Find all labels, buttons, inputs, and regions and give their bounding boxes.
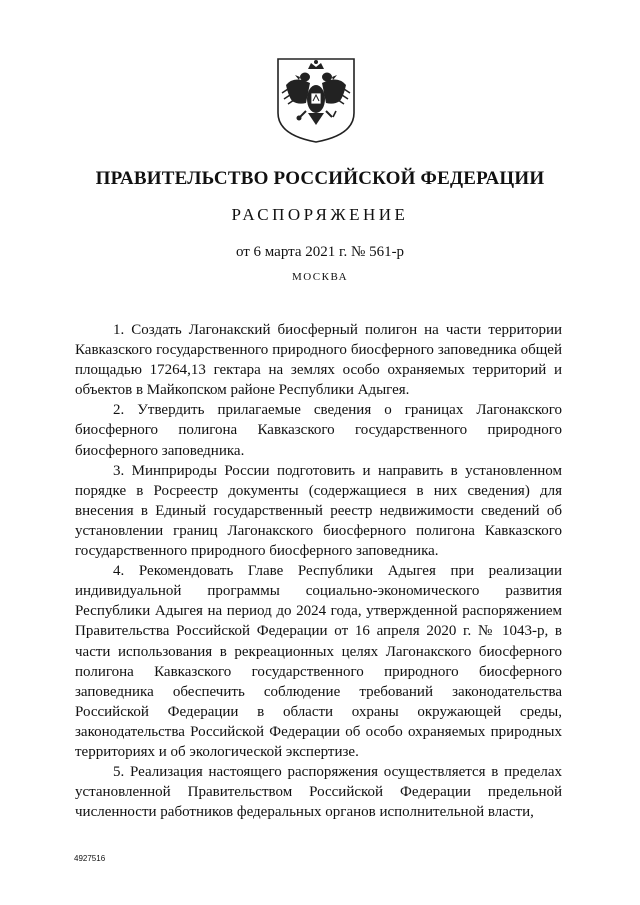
- paragraph-5: 5. Реализация настоящего распоряжения осуществляется в пределах установленной Правительством Российской Федерации предельной численности работников федеральных органов исполнительной власти,: [75, 764, 562, 821]
- paragraph-4: 4. Рекомендовать Главе Республики Адыгея при реализации индивидуальной программы социально-экономического развития Республики Адыгея на период до 2024 года, утвержденной распоряжением Правительства Российской Федерации от 16 апреля 2020 г. № 1043-р, в части использования в рекреационных целях Лагонакского биосферного полигона Кавказского государственного природного биосферного заповедника обеспечить соблюдение требований законодательства Российской Федерации в области охраны окружающей среды, законодательства Российской Федерации об особо охраняемых природных территориях и об экологической экспертизе.: [75, 563, 562, 760]
- paragraph-3: 3. Минприроды России подготовить и направить в установленном порядке в Росреестр документы (содержащиеся в них сведения) для внесения в Единый государственный реестр недвижимости сведений об установлении границ Лагонакского биосферного полигона Кавказского государственного природного биосферного заповедника.: [75, 462, 562, 560]
- paragraph-1: 1. Создать Лагонакский биосферный полигон на части территории Кавказского государственного природного биосферного заповедника общей площадью 17264,13 гектара на землях особо охраняемых территорий и объектов в Майкопском районе Республики Адыгея.: [75, 322, 562, 399]
- document-body: [75, 320, 562, 822]
- document-type: РАСПОРЯЖЕНИЕ: [231, 205, 409, 224]
- russian-coat-of-arms-icon: [272, 55, 360, 145]
- city-label: МОСКВА: [291, 271, 349, 283]
- page-title: ПРАВИТЕЛЬСТВО РОССИЙСКОЙ ФЕДЕРАЦИИ: [95, 168, 545, 189]
- document-id: 4927516: [74, 854, 106, 863]
- paragraph-2: 2. Утвердить прилагаемые сведения о границах Лагонакского биосферного полигона Кавказского государственного природного биосферного заповедника.: [75, 402, 562, 459]
- document-date-number: от 6 марта 2021 г. № 561-р: [235, 244, 405, 260]
